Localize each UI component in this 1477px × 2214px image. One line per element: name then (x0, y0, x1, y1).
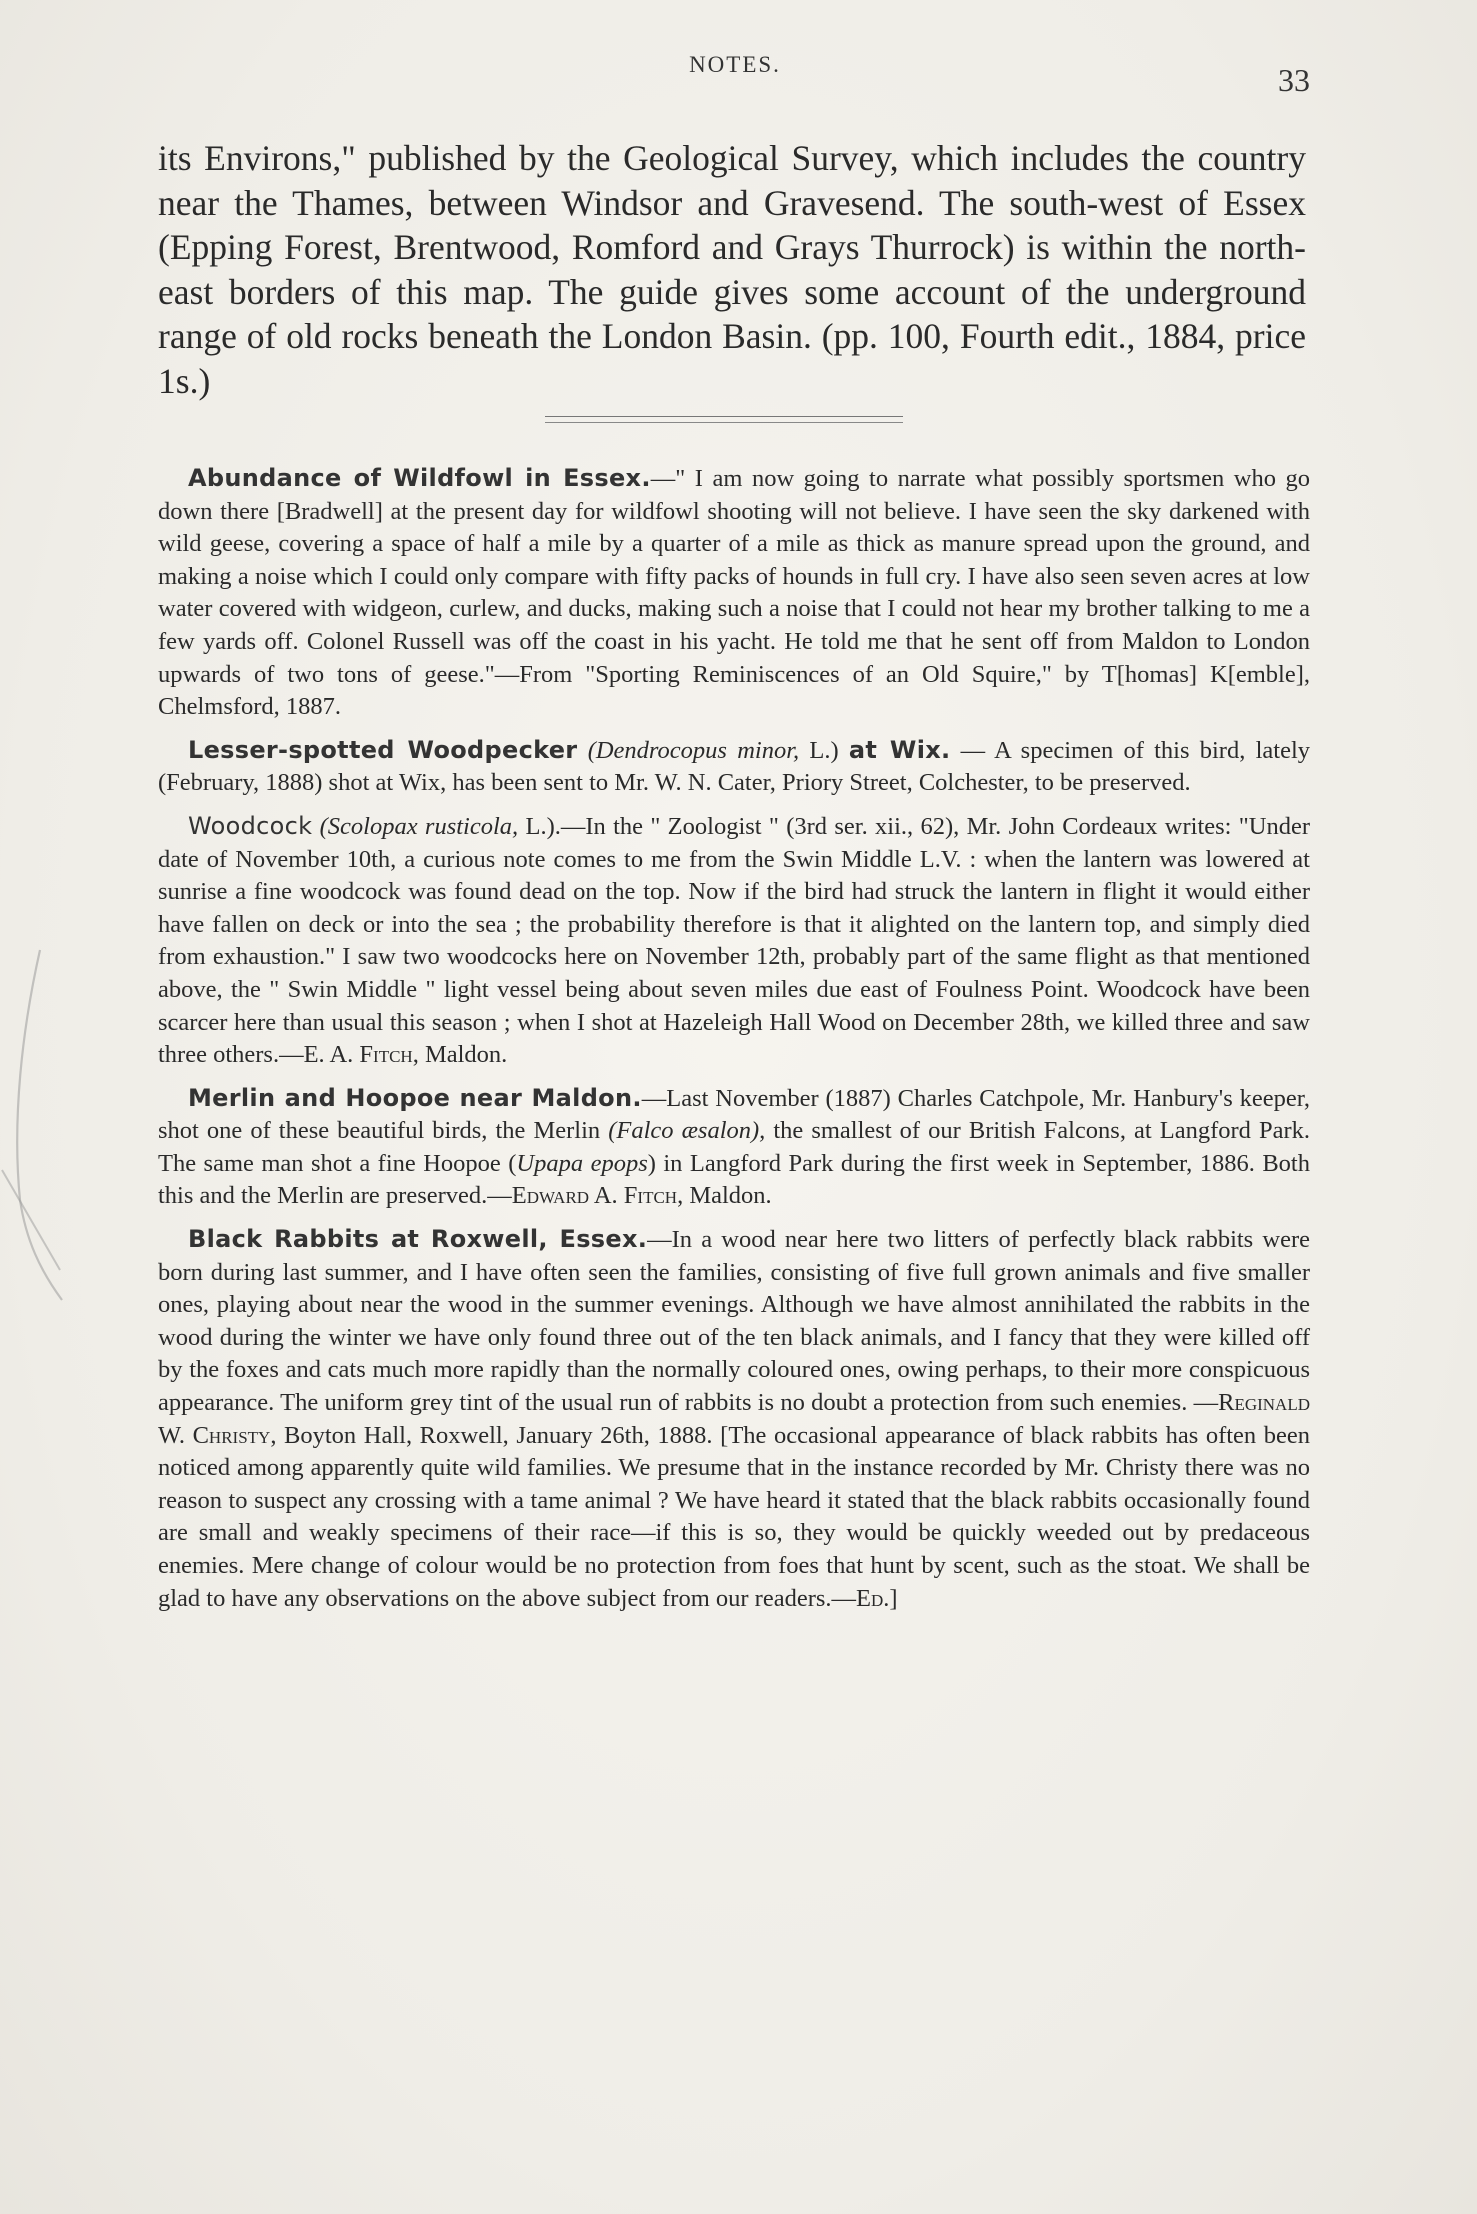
editor-close: ] (889, 1584, 898, 1612)
running-title: NOTES. (689, 52, 781, 77)
note-title: Lesser-spotted Woodpecker (188, 735, 578, 764)
note-body: — A specimen of this bird, lately (February, 1888) shot at Wix, has been sent to Mr. W. N. Cater, Priory Street, Colchester, to be preserved. (158, 736, 1310, 797)
note-title: Abundance of Wildfowl in Essex. (188, 464, 651, 492)
note-black-rabbits (158, 1223, 1310, 1615)
stray-pencil-mark (0, 940, 90, 1360)
note-body: —" I am now going to narrate what possibly sportsmen who go down there [Bradwell] at the present day for wildfowl shooting will not believe. I have seen the sky darkened with wild geese, covering a space of half a mile by a quarter of a mile as thick as manure spread upon the ground, and making a noise which I could only compare with fifty packs of hounds in full cry. I have also seen seven acres at low water covered with widgeon, curlew, and ducks, making such a noise that I could not hear my brother talking to me a few yards off. Colonel Russell was off the coast in his yacht. He told me that he sent off from Maldon to London upwards of two tons of geese."—From "Sporting Reminiscences of an Old Squire," by T[homas] K[emble], Chelmsford, 1887. (158, 465, 1310, 721)
note-woodpecker (158, 734, 1310, 800)
section-rule (545, 416, 903, 423)
note-woodcock (158, 810, 1310, 1072)
intro-paragraph: its Environs," published by the Geological Survey, which includes the country near the Thames, between Windsor and Gravesend. The south-west of Essex (Epping Forest, Brentwood, Romford and Grays Thurrock) is within the north-east borders of this map. The guide gives some account of the underground range of old rocks beneath the London Basin. (pp. 100, Fourth edit., 1884, price 1s.) (158, 138, 1306, 401)
note-title: Merlin and Hoopoe near Maldon. (188, 1083, 642, 1112)
note-title: Black Rabbits at Roxwell, Essex. (188, 1225, 648, 1254)
note-latin-name: (Scolopax rusticola, (319, 812, 519, 840)
editor-signature: Ed. (856, 1584, 890, 1612)
note-signature: Fitch (359, 1041, 413, 1069)
note-merlin-hoopoe (158, 1082, 1310, 1213)
note-body: —In the " Zoologist " (3rd ser. xii., 62), Mr. John Cordeaux writes: "Under date of November 10th, a curious note comes to me from the Swin Middle L.V. : when the lantern was lowered at sunrise a fine woodcock was found dead on the top. Now if the bird had struck the lantern in flight it would either have fallen on deck or into the sea ; the probability therefore is that it alighted on the lantern top, and simply died from exhaustion." I saw two woodcocks here on November 12th, probably part of the same flight as that mentioned above, the " Swin Middle " light vessel being about seven miles due east of Foulness Point. Woodcock have been scarcer here than usual this season ; when I shot at Hazeleigh Hall Wood on December 28th, we killed three and saw three others.—E. A. (158, 812, 1311, 1069)
note-body: —In a wood near here two litters of perfectly black rabbits were born during last summer, and I have often seen the families, consisting of five full grown animals and five smaller ones, playing about near the wood in the summer evenings. Although we have almost annihilated the rabbits in the wood during the winter we have only found three out of the ten black animals, and I fancy that they were killed off by the foxes and cats much more rapidly than the normally coloured ones, owing perhaps, to their more conspicuous appearance. The uniform grey tint of the usual run of rabbits is no doubt a protection from such enemies. — (158, 1226, 1310, 1417)
note-body-part-3: ) in Langford Park during the first week in September, 1886. Both this and the Merlin are preserved.— (158, 1149, 1310, 1210)
note-title-tail: at Wix. (848, 735, 951, 764)
note-latin-name: (Dendrocopus minor, (587, 736, 800, 764)
note-place: , Boyton Hall, Roxwell, January 26th, 1888. (270, 1421, 713, 1449)
note-body-part-2: the smallest of our British Falcons, at Langford Park. The same man shot a fine Hoopoe ( (158, 1117, 1310, 1177)
note-signature: Edward A. Fitch (511, 1182, 678, 1210)
note-latin-author: L.) (809, 736, 839, 764)
editor-note: [The occasional appearance of black rabbits has often been noticed among apparently quite wild families. We presume that in the instance recorded by Mr. Christy there was no reason to suspect any crossing with a tame animal ? We have heard it stated that the black rabbits occasionally found are small and weakly specimens of their race—if this is so, they would be quickly weeded out by predaceous enemies. Mere change of colour would be no protection from foes that hunt by scent, such as the stoat. We shall be glad to have any observations on the above subject from our readers.— (158, 1421, 1311, 1612)
note-latin-name-merlin: (Falco æsalon), (608, 1117, 766, 1145)
note-latin-author: L.). (525, 812, 561, 840)
note-place: , Maldon. (412, 1041, 508, 1069)
note-body-part-1: —Last November (1887) Charles Catchpole, Mr. Hanbury's keeper, shot one of these beautiful birds, the Merlin (158, 1084, 1310, 1145)
note-signature: Reginald W. Christy (158, 1389, 1310, 1449)
note-latin-name-hoopoe: Upapa epops (516, 1149, 648, 1177)
note-place: , Maldon. (677, 1182, 772, 1210)
notes-section (158, 462, 1310, 1625)
page-number: 33 (1278, 62, 1310, 98)
note-wildfowl (158, 462, 1310, 724)
running-head (160, 52, 1310, 112)
note-title: Woodcock (188, 811, 313, 840)
